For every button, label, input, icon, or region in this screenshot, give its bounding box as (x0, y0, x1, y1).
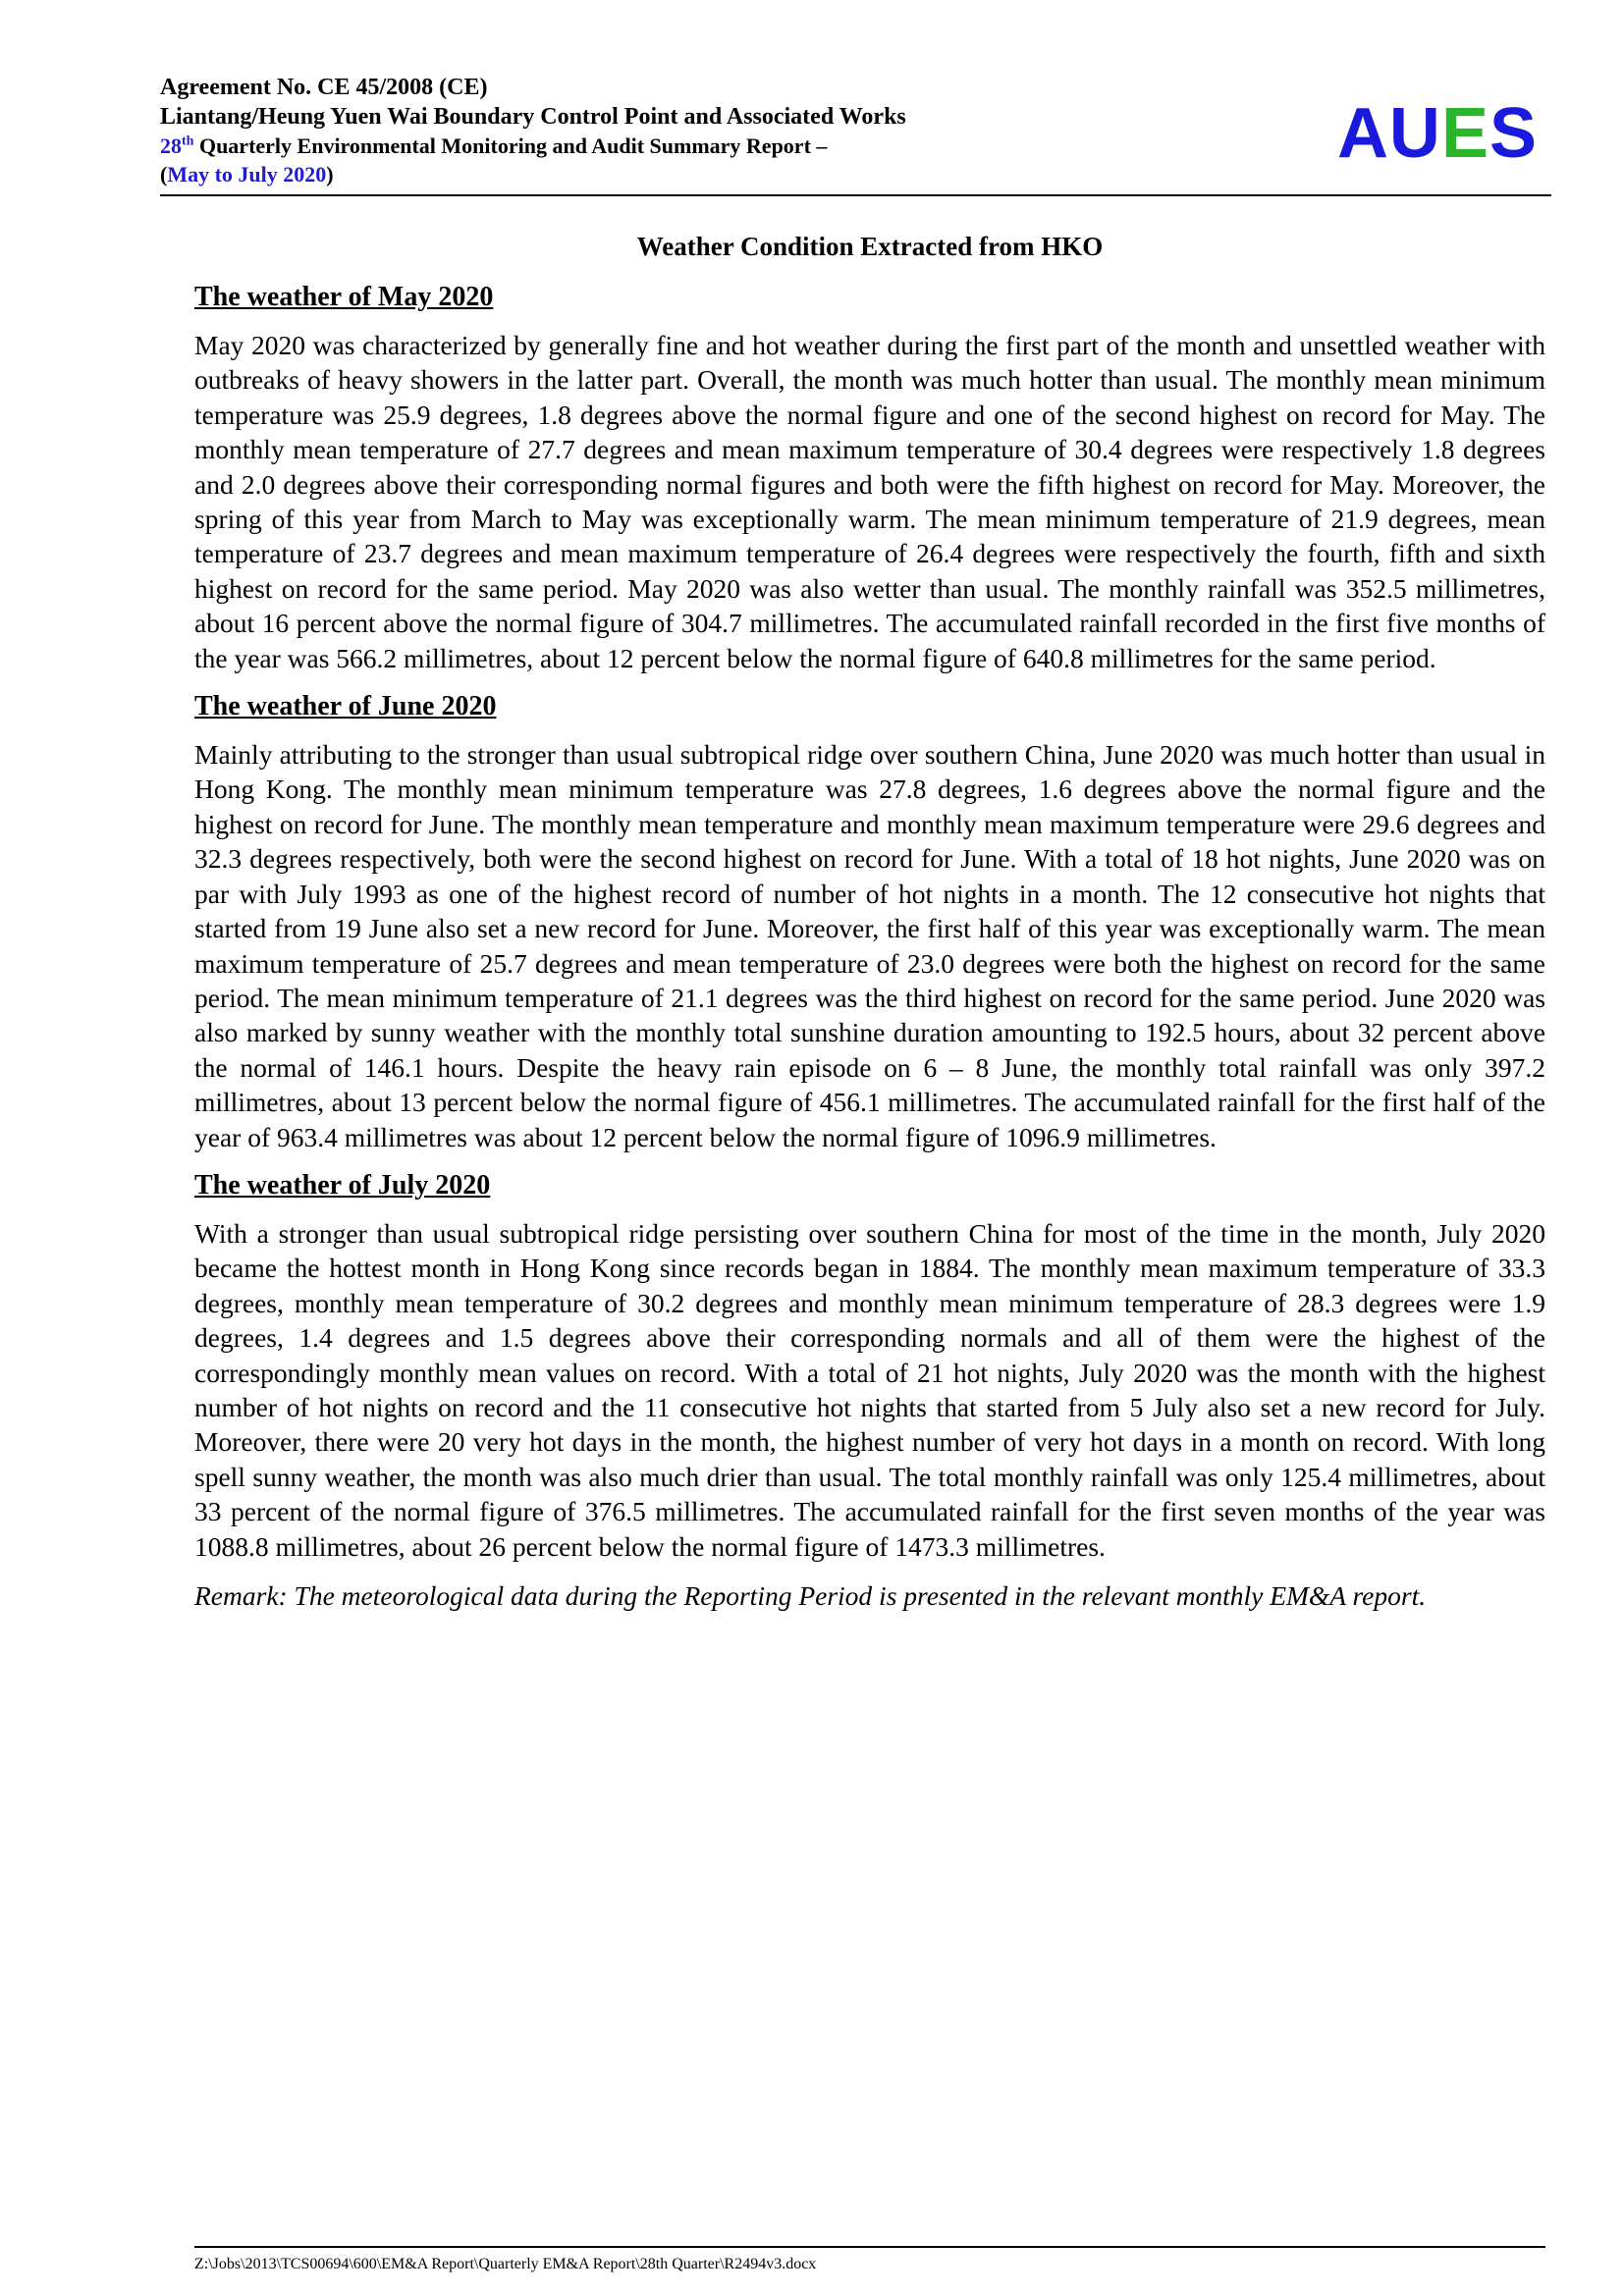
footer-divider (194, 2246, 1545, 2248)
logo-part-e: E (1440, 94, 1489, 173)
aues-logo (1336, 94, 1538, 173)
page-footer (194, 2246, 1545, 2275)
section-body-may: May 2020 was characterized by generally fine and hot weather during the first part of the month and unsettled weather with outbreaks of heavy showers in the latter part. Overall, the month was much hotter than usual. The monthly mean minimum temperature was 25.9 degrees, 1.8 degrees above the normal figure and one of the second highest on record for May. The monthly mean temperature of 27.7 degrees and mean maximum temperature of 30.4 degrees were respectively 1.8 degrees and 2.0 degrees above their corresponding normal figures and both were the fifth highest on record for May. Moreover, the spring of this year from March to May was exceptionally warm. The mean minimum temperature of 21.9 degrees, mean temperature of 23.7 degrees and mean maximum temperature of 26.4 degrees were respectively the fourth, fifth and sixth highest on record for the same period. May 2020 was also wetter than usual. The monthly rainfall was 352.5 millimetres, about 16 percent above the normal figure of 304.7 millimetres. The accumulated rainfall recorded in the first five months of the year was 566.2 millimetres, about 12 percent below the normal figure of 640.8 millimetres for the same period. (194, 330, 1545, 673)
section-body-july: With a stronger than usual subtropical ridge persisting over southern China for most of the time in the month, July 2020 became the hottest month in Hong Kong since records began in 1884. The monthly mean maximum temperature of 33.3 degrees, monthly mean temperature of 30.2 degrees and monthly mean minimum temperature of 28.3 degrees were 1.9 degrees, 1.4 degrees and 1.5 degrees above their corresponding normals and all of them were the highest of the correspondingly monthly mean values on record. With a total of 21 hot nights, July 2020 was the month with the highest number of hot nights on record and the 11 consecutive hot nights that started from 5 July also set a new record for July. Moreover, there were 20 very hot days in the month, the highest number of very hot days in a month on record. With long spell sunny weather, the month was also much drier than usual. The total monthly rainfall was only 125.4 millimetres, about 33 percent of the normal figure of 376.5 millimetres. The accumulated rainfall for the first seven months of the year was 1088.8 millimetres, about 26 percent below the normal figure of 1473.3 millimetres. (194, 1217, 1545, 1562)
file-path: Z:\Jobs\2013\TCS00694\600\EM&A Report\Quarterly EM&A Report\28th Quarter\R2494v3.docx (194, 2256, 817, 2272)
page-header (160, 73, 1551, 196)
period-close-paren: ) (326, 162, 334, 187)
section-heading-july: The weather of July 2020 (194, 1169, 491, 1201)
remark-note: Remark: The meteorological data during the Reporting Period is presented in the relevant monthly EM&A report. (194, 1580, 1427, 1611)
period-text: May to July 2020 (167, 162, 327, 187)
report-number: 28 (160, 133, 182, 158)
document-title: Weather Condition Extracted from HKO (636, 232, 1104, 261)
logo-part-au: AU (1336, 94, 1441, 173)
header-divider (160, 194, 1551, 196)
header-text-block (160, 73, 906, 188)
report-title (160, 132, 906, 160)
logo-part-s: S (1489, 94, 1538, 173)
section-heading-june: The weather of June 2020 (194, 691, 497, 722)
document-body (194, 226, 1545, 1613)
project-name: Liantang/Heung Yuen Wai Boundary Control Point and Associated Works (160, 104, 906, 130)
section-heading-may: The weather of May 2020 (194, 282, 494, 312)
report-number-suffix: th (182, 133, 194, 149)
report-title-text: Quarterly Environmental Monitoring and Audit Summary Report – (193, 133, 828, 158)
section-body-june: Mainly attributing to the stronger than usual subtropical ridge over southern China, June 2020 was much hotter than usual in Hong Kong. The monthly mean minimum temperature was 27.8 degrees, 1.6 degrees above the normal figure and the highest on record for June. The monthly mean temperature and monthly mean maximum temperature were 29.6 degrees and 32.3 degrees respectively, both were the second highest on record for June. With a total of 18 hot nights, June 2020 was on par with July 1993 as one of the highest record of number of hot nights in a month. The 12 consecutive hot nights that started from 19 June also set a new record for June. Moreover, the first half of this year was exceptionally warm. The mean maximum temperature of 25.7 degrees and mean temperature of 23.0 degrees were both the highest on record for the same period. The mean minimum temperature of 21.1 degrees was the third highest on record for the same period. June 2020 was also marked by sunny weather with the monthly total sunshine duration amounting to 192.5 hours, about 32 percent above the normal of 146.1 hours. Despite the heavy rain episode on 6 – 8 June, the monthly total rainfall was only 397.2 millimetres, about 13 percent below the normal figure of 456.1 millimetres. The accumulated rainfall for the first half of the year of 963.4 millimetres was about 12 percent below the normal figure of 1096.9 millimetres. (194, 739, 1545, 1152)
report-period (160, 160, 906, 188)
agreement-number: Agreement No. CE 45/2008 (CE) (160, 75, 488, 100)
period-open-paren: ( (160, 162, 168, 187)
